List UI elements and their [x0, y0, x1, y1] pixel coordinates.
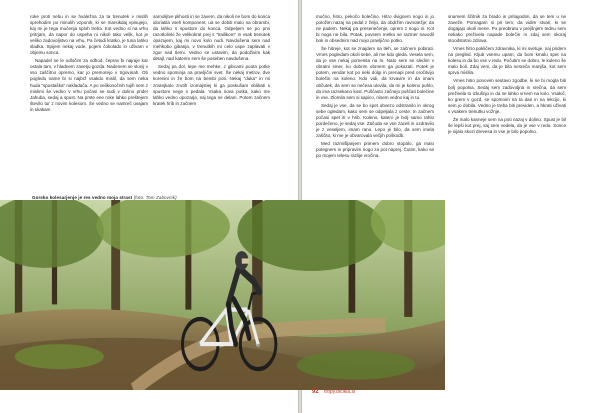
left-column-1 [30, 14, 148, 194]
paragraph: Še hitreje, kot se znajdem na tleh, se začnem pobirati. Vmes pogledam okoli sebe, ali me kdo gleda. Vesela sem, da je vse nekaj pomenita na to. Nato sem se sledim v obratni smer, ko dobrim obrnem ga pokazati. Potek je potem, vendar kot po neki dolgi in prenapi pred oročitvijo bolečin na koleno. Kdo vidi, da krvavim in da imam občutek, da sem se nečesa ulovila, da mi je koleno puhlo, da ima razsekano kost. Puščasto začnejo puščati bolečine in vse. Zlomila sem si sapico, nisem vedno kaj in tu. [316, 46, 434, 100]
left-column-2 [153, 14, 270, 194]
paragraph: Sedaj pa dol, lepe me mehke, z gibcami pouta potke vedno spominja na pravljični svet. Še nekaj metrov, dve korenini in že bom na bembi poti. Nekaj "duka" in mi zmanjkalo zrutih izomajstiej ki ga poskušam oblikati s spustom nege s pedala. Vsaka nova potka, kako me lahko vedno opozarja, naj tega ne delam. Potem začnem kratek hrib in začnem [153, 64, 270, 106]
paragraph: Med razmišljanjem primem dobro stopalo, ga malo potegnem in pripravim nogo za pot naprej. Čutim, kako se po mojem telesu razlije vročina. [316, 140, 434, 159]
page-number: 92 [312, 389, 319, 395]
caption-credit: (foto: Tom Zabovnik) [133, 195, 177, 200]
right-column-2 [448, 14, 566, 392]
paragraph: močno, hitro, pekočo bolečino. Hitro dvignem nogo in jo položim nazaj na pedal z željo, da obdržim ravnotežje; da ne padem. Nekaj pa presenečenje, oprem z nogo ni. Kot bi noga ne bila. Potak, povsem metko se razmer navodil bok in obsednim nad mojo pravljično potko. [316, 14, 434, 44]
page-footer [312, 389, 355, 395]
mountain-bike-photo [0, 200, 445, 390]
footer-site: tropy.bicikla.si [324, 389, 356, 395]
paragraph: Vmes hitro pokličem zdravnika, ki mi svetuje, naj pridem na pregled. Kljub vsemu upam, da bom kmalu spet na kolesu in da bo vse v redu. Počutim se dobro, le koleno še malo boli. Zdaj vem, da je bila nesreča manjša, kot sem sprva mislila. [448, 46, 566, 76]
paragraph: Že malo kasneje sem na poti nazaj v dolino. Spust je bil še lepši kot prej, saj sem vedela, da je vse v redu. Sonce je sijalo skozi drevesa in vse je bilo popolno. [448, 116, 566, 134]
paragraph: snamem ščitnik za brado in prilagodim, da se tem u ne zaveže. Pomagam si pri tem, da vidim stvari, ki se dogajajo okoli mene. Po preobratu v prejšnjem tednu sem nekako preživela napade bolečin in zdaj sem skoraj stoodstotno zdrava. [448, 14, 566, 44]
paragraph: Napadel se le odločim za odhod, čeprav bi najraje kar ostala tam, v hladnem zavetju gozda. Nadenem se slonij v vso zaščitno opremo, kar jo premorejo v trgovinah. Ob pogledu name bi si najbrž vsakdo mislil, da sem neka huda "spustaška" nakladača. A po velikonočnih tujih sem z mislimi še vedno v vrhu počasi se sudi v dolino pride! Jahuba, sedaj a spust. Na prste ene roke lahko preštejem število tur z novim kolesom. Še vedno se namreč uvajam in skakam [30, 58, 148, 112]
paragraph: Sedaj je vse, da se bo spet obvezo odstranilo in okrog sebe ogledam, kako sem se odpeljala z ceste. In začnem počasi spet iti v hrib. Koleno, katero je bolj samo rahlo pordečeno, je sedaj vse. Začuda se vse zaceli in ozdravilo je z veseljem, imam rano. Lepo je bilo, da sem imela zaščito, ki me je obvarovala večjih poškodb. [316, 102, 434, 138]
paragraph: sarnolijtve plihosti in se zavem, da nikoli ne bom do konca idoriatila vseh komponent, ua se dobiti malo na obrambi, da lahko s spustom do konca. Odpeljem se po prvi razotlolinki že velikokrat prej s "trailikom" in vsak trenutek opazujem, kaj mi novo kolo nudi. Navdušena sem nad mehkobo gibanja, v trenutkih mi celo uspe zaplavati v zgor nad tlemi. Vedno se ustavim, da podoživim kak detajl, nad katerim sem še poseben navdušena. [153, 14, 270, 62]
paragraph: Vmes hitro ponovim sestavo zgodbe, ki ne bi mogla biti bolj popolna. Sedaj sem zadovoljna in srečna, da sem preživela to izkušnjo in da se lahko vrnem na kolo. Vsakič, ko grem v gozd, se spomnim na ta dan in na lekcijo, ki sem jo dobila. Vedno je treba biti previden, a hkrati uživati v vsakem trenutku vožnje. [448, 78, 566, 114]
caption-text: Gorsko kolesarjenje je res vedno moja strast [32, 195, 133, 200]
paragraph: roke proti nebu in se hvaležna za ta trenutek v mislih sprehodim po minulih vzponih, ki se marsikdaj vpisujejo, kaj mi je tega mučenja sploh treba. Kot vedno si na vrhu pritrjam, da napor do uspeha ni nikoli tako velik, kot je veliko zadovoljstvo na vrhu. Pa četudi kratko, je tuna lahko sladka. Spijem nekaj vode, pojem čokolado in uživam v objemu sonca. [30, 14, 148, 56]
